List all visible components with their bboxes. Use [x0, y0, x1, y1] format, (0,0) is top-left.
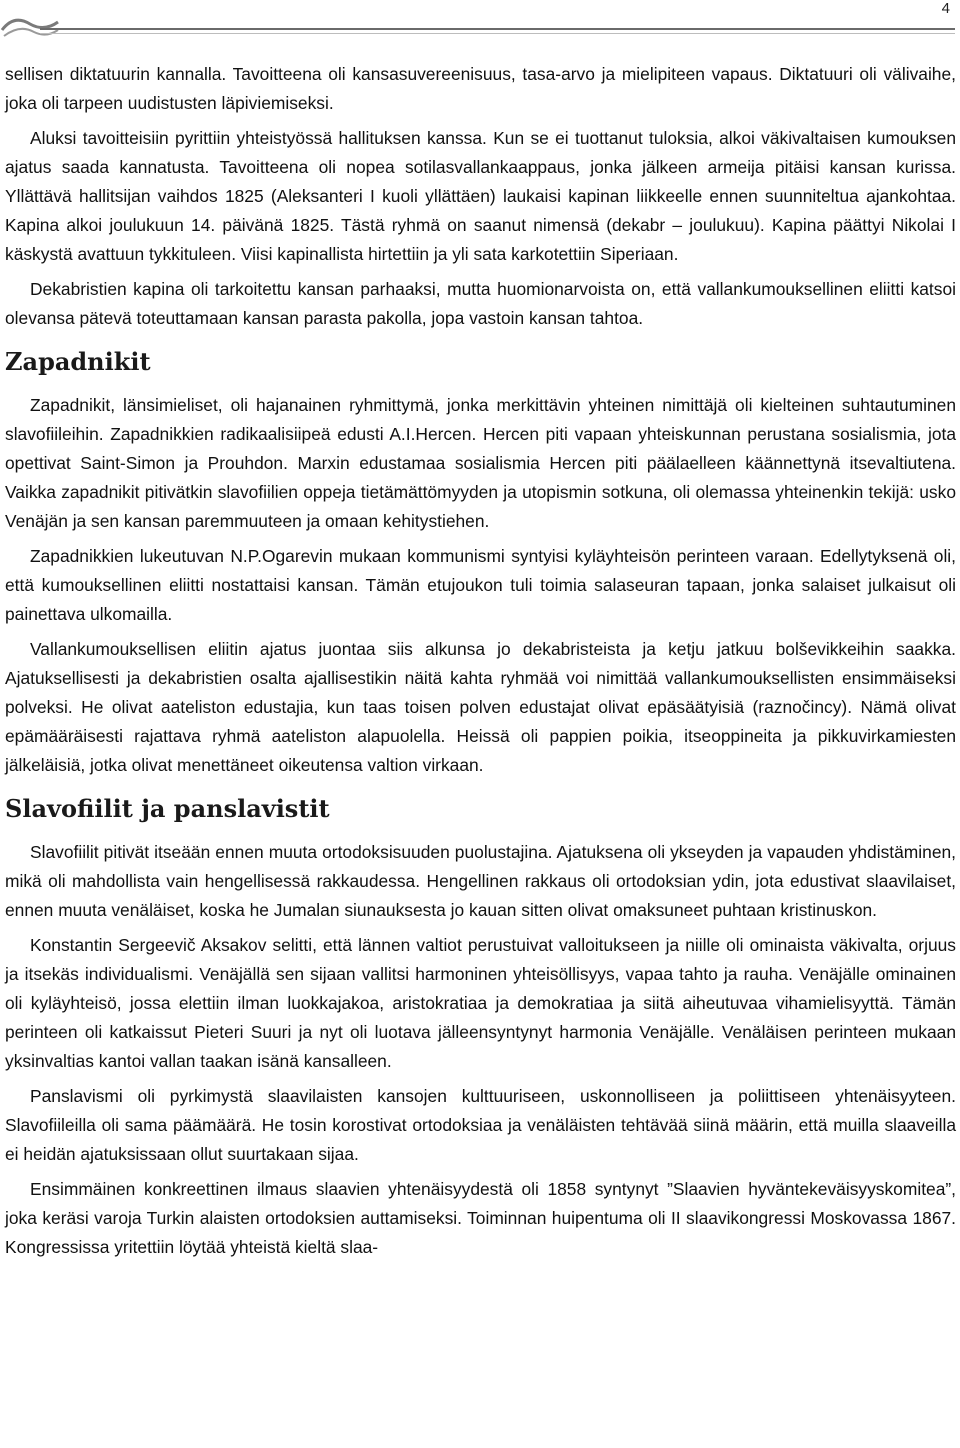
header-rule-thin: [40, 33, 955, 34]
paragraph: Zapadnikkien lukeutuvan N.P.Ogarevin mukaan kommunismi syntyisi kyläyhteisön perinteen varaan. Edellytyksenä oli, että kumouksellinen eliitti nostattaisi kansan. Tämän etujoukon tuli toimia salaseuran tapaan, jonka salaiset julkaisut oli painettava ulkomailla.: [5, 546, 956, 624]
section-heading-slavofiilit: Slavofiilit ja panslavistit: [5, 794, 330, 823]
page-number: 4: [941, 0, 950, 17]
document-body: [5, 60, 956, 1268]
paragraph: Konstantin Sergeevič Aksakov selitti, että lännen valtiot perustuivat valloitukseen ja niille oli ominaista väkivalta, orjuus ja itsekäs individualismi. Venäjällä sen sijaan vallitsi harmoninen yhteisöllisyys, vapaa tahto ja rauha. Venäjälle ominainen oli kyläyhteisö, jossa elettiin ilman luokkajakoa, aristokratiaa ja demokratiaa ja siitä aiheutuvaa vihamielisyyttä. Tämän perinteen oli katkaissut Pieteri Suuri ja nyt oli luotava jälleensyntynyt harmonia Venäjälle. Venäläisen perinteen mukaan yksinvaltias kantoi vallan taakan isänä kansalleen.: [5, 935, 956, 1071]
paragraph: Panslavismi oli pyrkimystä slaavilaisten kansojen kulttuuriseen, uskonnolliseen ja poliittiseen yhtenäisyyteen. Slavofiileilla oli sama päämäärä. He tosin korostivat ortodoksiaa ja venäläisten tehtävää siinä määrin, että muilla slaaveilla ei heidän ajatuksissaan ollut suurtakaan sijaa.: [5, 1086, 956, 1164]
paragraph: Dekabristien kapina oli tarkoitettu kansan parhaaksi, mutta huomionarvoista on, että vallankumouksellinen eliitti katsoi olevansa pätevä toteuttamaan kansan parasta pakolla, jopa vastoin kansan tahtoa.: [5, 279, 956, 328]
paragraph: Vallankumouksellisen eliitin ajatus juontaa siis alkunsa jo dekabristeista ja ketju jatkuu bolševikkeihin saakka. Ajatuksellisesti ja dekabristien osalta ajallisestikin näitä kahta ryhmää voi nimittää vallankumouksellisten ensimmäiseksi polveksi. He olivat aateliston edustajia, kun taas toisen polven edustajat olivat epäsäätyisiä (raznočincy). Nämä olivat epämääräisesti rajattava ryhmä aateliston alapuolella. Heissä oli pappien poikia, itseoppineita ja pikkuvirkamiesten jälkeläisiä, jotka olivat menettäneet oikeutensa valtion virkaan.: [5, 639, 956, 775]
paragraph: Slavofiilit pitivät itseään ennen muuta ortodoksisuuden puolustajina. Ajatuksena oli ykseyden ja vapauden yhdistäminen, mikä oli mahdollista vain hengellisessä rakkaudessa. Hengellinen rakkaus oli ortodoksian ydin, jota edustivat slaavilaiset, ennen muuta venäläiset, koska he Jumalan siunauksesta jo kauan sitten olivat omaksuneet puhtaan kristinuskon.: [5, 842, 956, 920]
paragraph: Zapadnikit, länsimieliset, oli hajanainen ryhmittymä, jonka merkittävin yhteinen nimittäjä oli kielteinen suhtautuminen slavofiileihin. Zapadnikkien radikaalisiipeä edusti A.I.Hercen. Hercen piti vapaan yhteiskunnan perustana sosialismia, jota opettivat Saint-Simon ja Prouhdon. Marxin edustamaa sosialismia Hercen piti päälaelleen käännettynä itsevaltiutena. Vaikka zapadnikit pitivätkin slavofiilien oppeja tietämättömyyden ja utopismin sotkuna, oli olemassa yhteinenkin tekijä: usko Venäjän ja sen kansan paremmuuteen ja omaan kehitystiehen.: [5, 395, 956, 531]
page-header: [0, 0, 960, 52]
paragraph: Aluksi tavoitteisiin pyrittiin yhteistyössä hallituksen kanssa. Kun se ei tuottanut tuloksia, alkoi väkivaltaisen kumouksen ajatus saada kannatusta. Tavoitteena oli nopea sotilasvallankaappaus, jonka jälkeen armeija pitäisi kansan kurissa. Yllättävä hallitsijan vaihdos 1825 (Aleksanteri I kuoli yllättäen) laukaisi kapinan liikkeelle ennen suunniteltua ajankohtaa. Kapina alkoi joulukuun 14. päivänä 1825. Tästä ryhmä on saanut nimensä (dekabr – joulukuu). Kapina päättyi Nikolai I käskystä avattuun tykkituleen. Viisi kapinallista hirtettiin ja yli sata karkotettiin Siperiaan.: [5, 128, 956, 264]
paragraph: sellisen diktatuurin kannalla. Tavoitteena oli kansasuvereenisuus, tasa-arvo ja mielipiteen vapaus. Diktatuuri oli välivaihe, joka oli tarpeen uudistusten läpiviemiseksi.: [5, 64, 956, 113]
section-heading-zapadnikit: Zapadnikit: [5, 347, 151, 376]
header-rule: [40, 28, 955, 30]
header-ornament-icon: [0, 10, 60, 42]
paragraph: Ensimmäinen konkreettinen ilmaus slaavien yhtenäisyydestä oli 1858 syntynyt ”Slaavien hyväntekeväisyyskomitea”, joka keräsi varoja Turkin alaisten ortodoksien auttamiseksi. Toiminnan huipentuma oli II slaavikongressi Moskovassa 1867. Kongressissa yritettiin löytää yhteistä kieltä slaa-: [5, 1179, 956, 1257]
